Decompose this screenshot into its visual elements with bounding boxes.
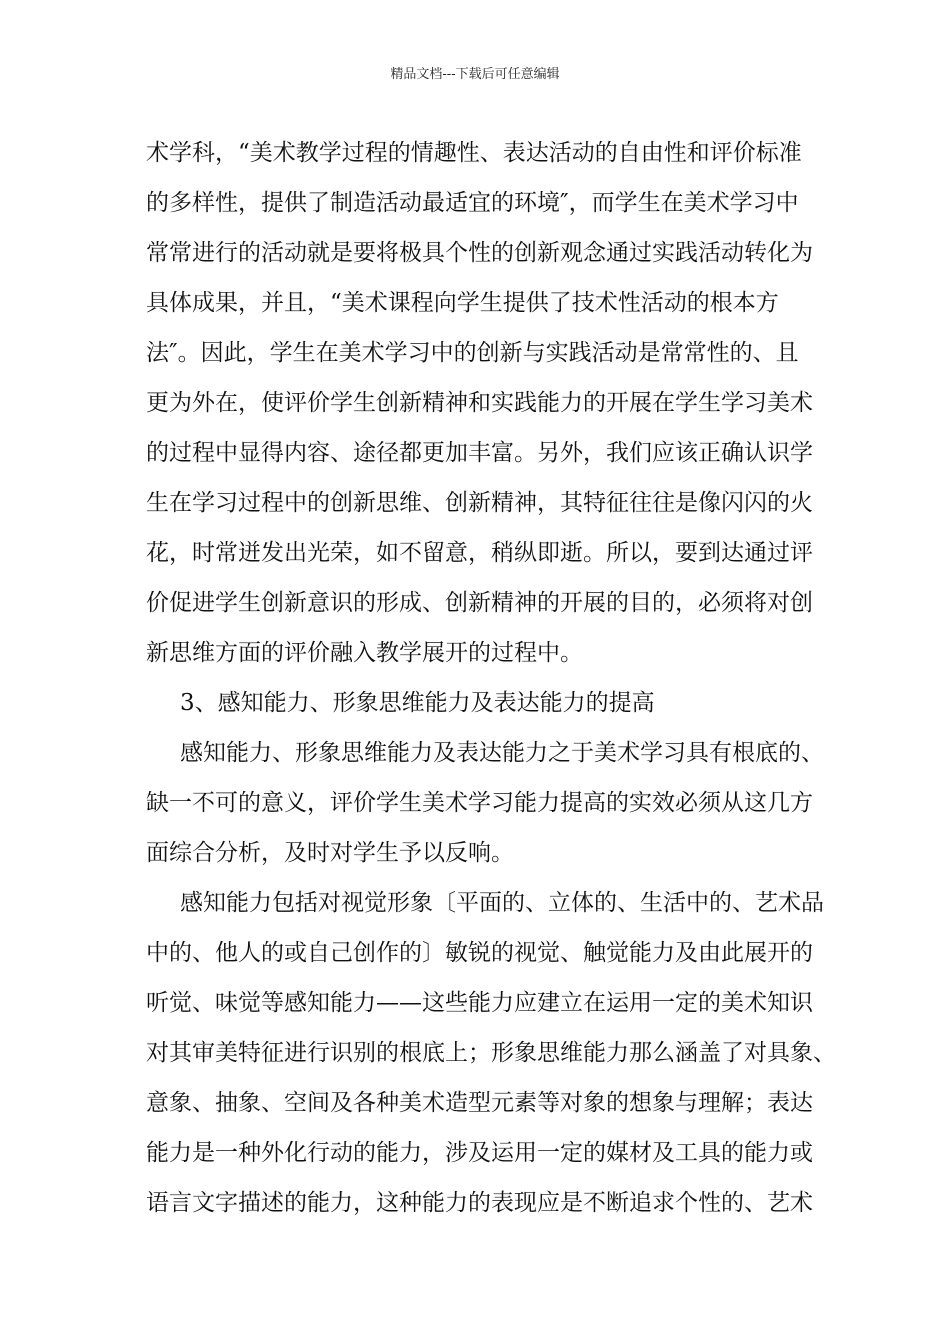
body-line: 的过程中显得内容、途径都更加丰富。另外，我们应该正确认识学	[146, 440, 813, 466]
body-line: 具体成果，并且，“美术课程向学生提供了技术性活动的根本方	[146, 290, 779, 316]
body-line: 面综合分析，及时对学生予以反响。	[146, 840, 514, 866]
section-heading: 3、感知能力、形象思维能力及表达能力的提高	[180, 690, 655, 716]
body-line: 对其审美特征进行识别的根底上；形象思维能力那么涵盖了对具象、	[146, 1040, 836, 1066]
body-line: 新思维方面的评价融入教学展开的过程中。	[146, 640, 583, 666]
page-header: 精品文档---下载后可任意编辑	[390, 67, 560, 82]
body-line: 的多样性，提供了制造活动最适宜的环境″，而学生在美术学习中	[146, 190, 799, 216]
body-line: 花，时常迸发出光荣，如不留意，稍纵即逝。所以，要到达通过评	[146, 540, 813, 566]
body-line: 术学科，“美术教学过程的情趣性、表达活动的自由性和评价标准	[146, 140, 802, 166]
body-line: 语言文字描述的能力，这种能力的表现应是不断追求个性的、艺术	[146, 1190, 813, 1216]
body-line: 感知能力、形象思维能力及表达能力之于美术学习具有根底的、	[180, 740, 824, 766]
body-line: 法″。因此，学生在美术学习中的创新与实践活动是常常性的、且	[146, 340, 799, 366]
body-line: 更为外在，使评价学生创新精神和实践能力的开展在学生学习美术	[146, 390, 813, 416]
body-line: 意象、抽象、空间及各种美术造型元素等对象的想象与理解；表达	[146, 1090, 813, 1116]
body-line: 价促进学生创新意识的形成、创新精神的开展的目的，必须将对创	[146, 590, 813, 616]
document-body	[146, 128, 836, 1228]
body-line: 常常进行的活动就是要将极具个性的创新观念通过实践活动转化为	[146, 240, 813, 266]
body-line: 听觉、味觉等感知能力——这些能力应建立在运用一定的美术知识	[146, 990, 813, 1016]
body-line: 能力是一种外化行动的能力，涉及运用一定的媒材及工具的能力或	[146, 1140, 813, 1166]
body-line: 感知能力包括对视觉形象〔平面的、立体的、生活中的、艺术品	[180, 890, 824, 916]
body-line: 生在学习过程中的创新思维、创新精神，其特征往往是像闪闪的火	[146, 490, 813, 516]
body-line: 中的、他人的或自己创作的〕敏锐的视觉、触觉能力及由此展开的	[146, 940, 813, 966]
body-line: 缺一不可的意义，评价学生美术学习能力提高的实效必须从这几方	[146, 790, 813, 816]
